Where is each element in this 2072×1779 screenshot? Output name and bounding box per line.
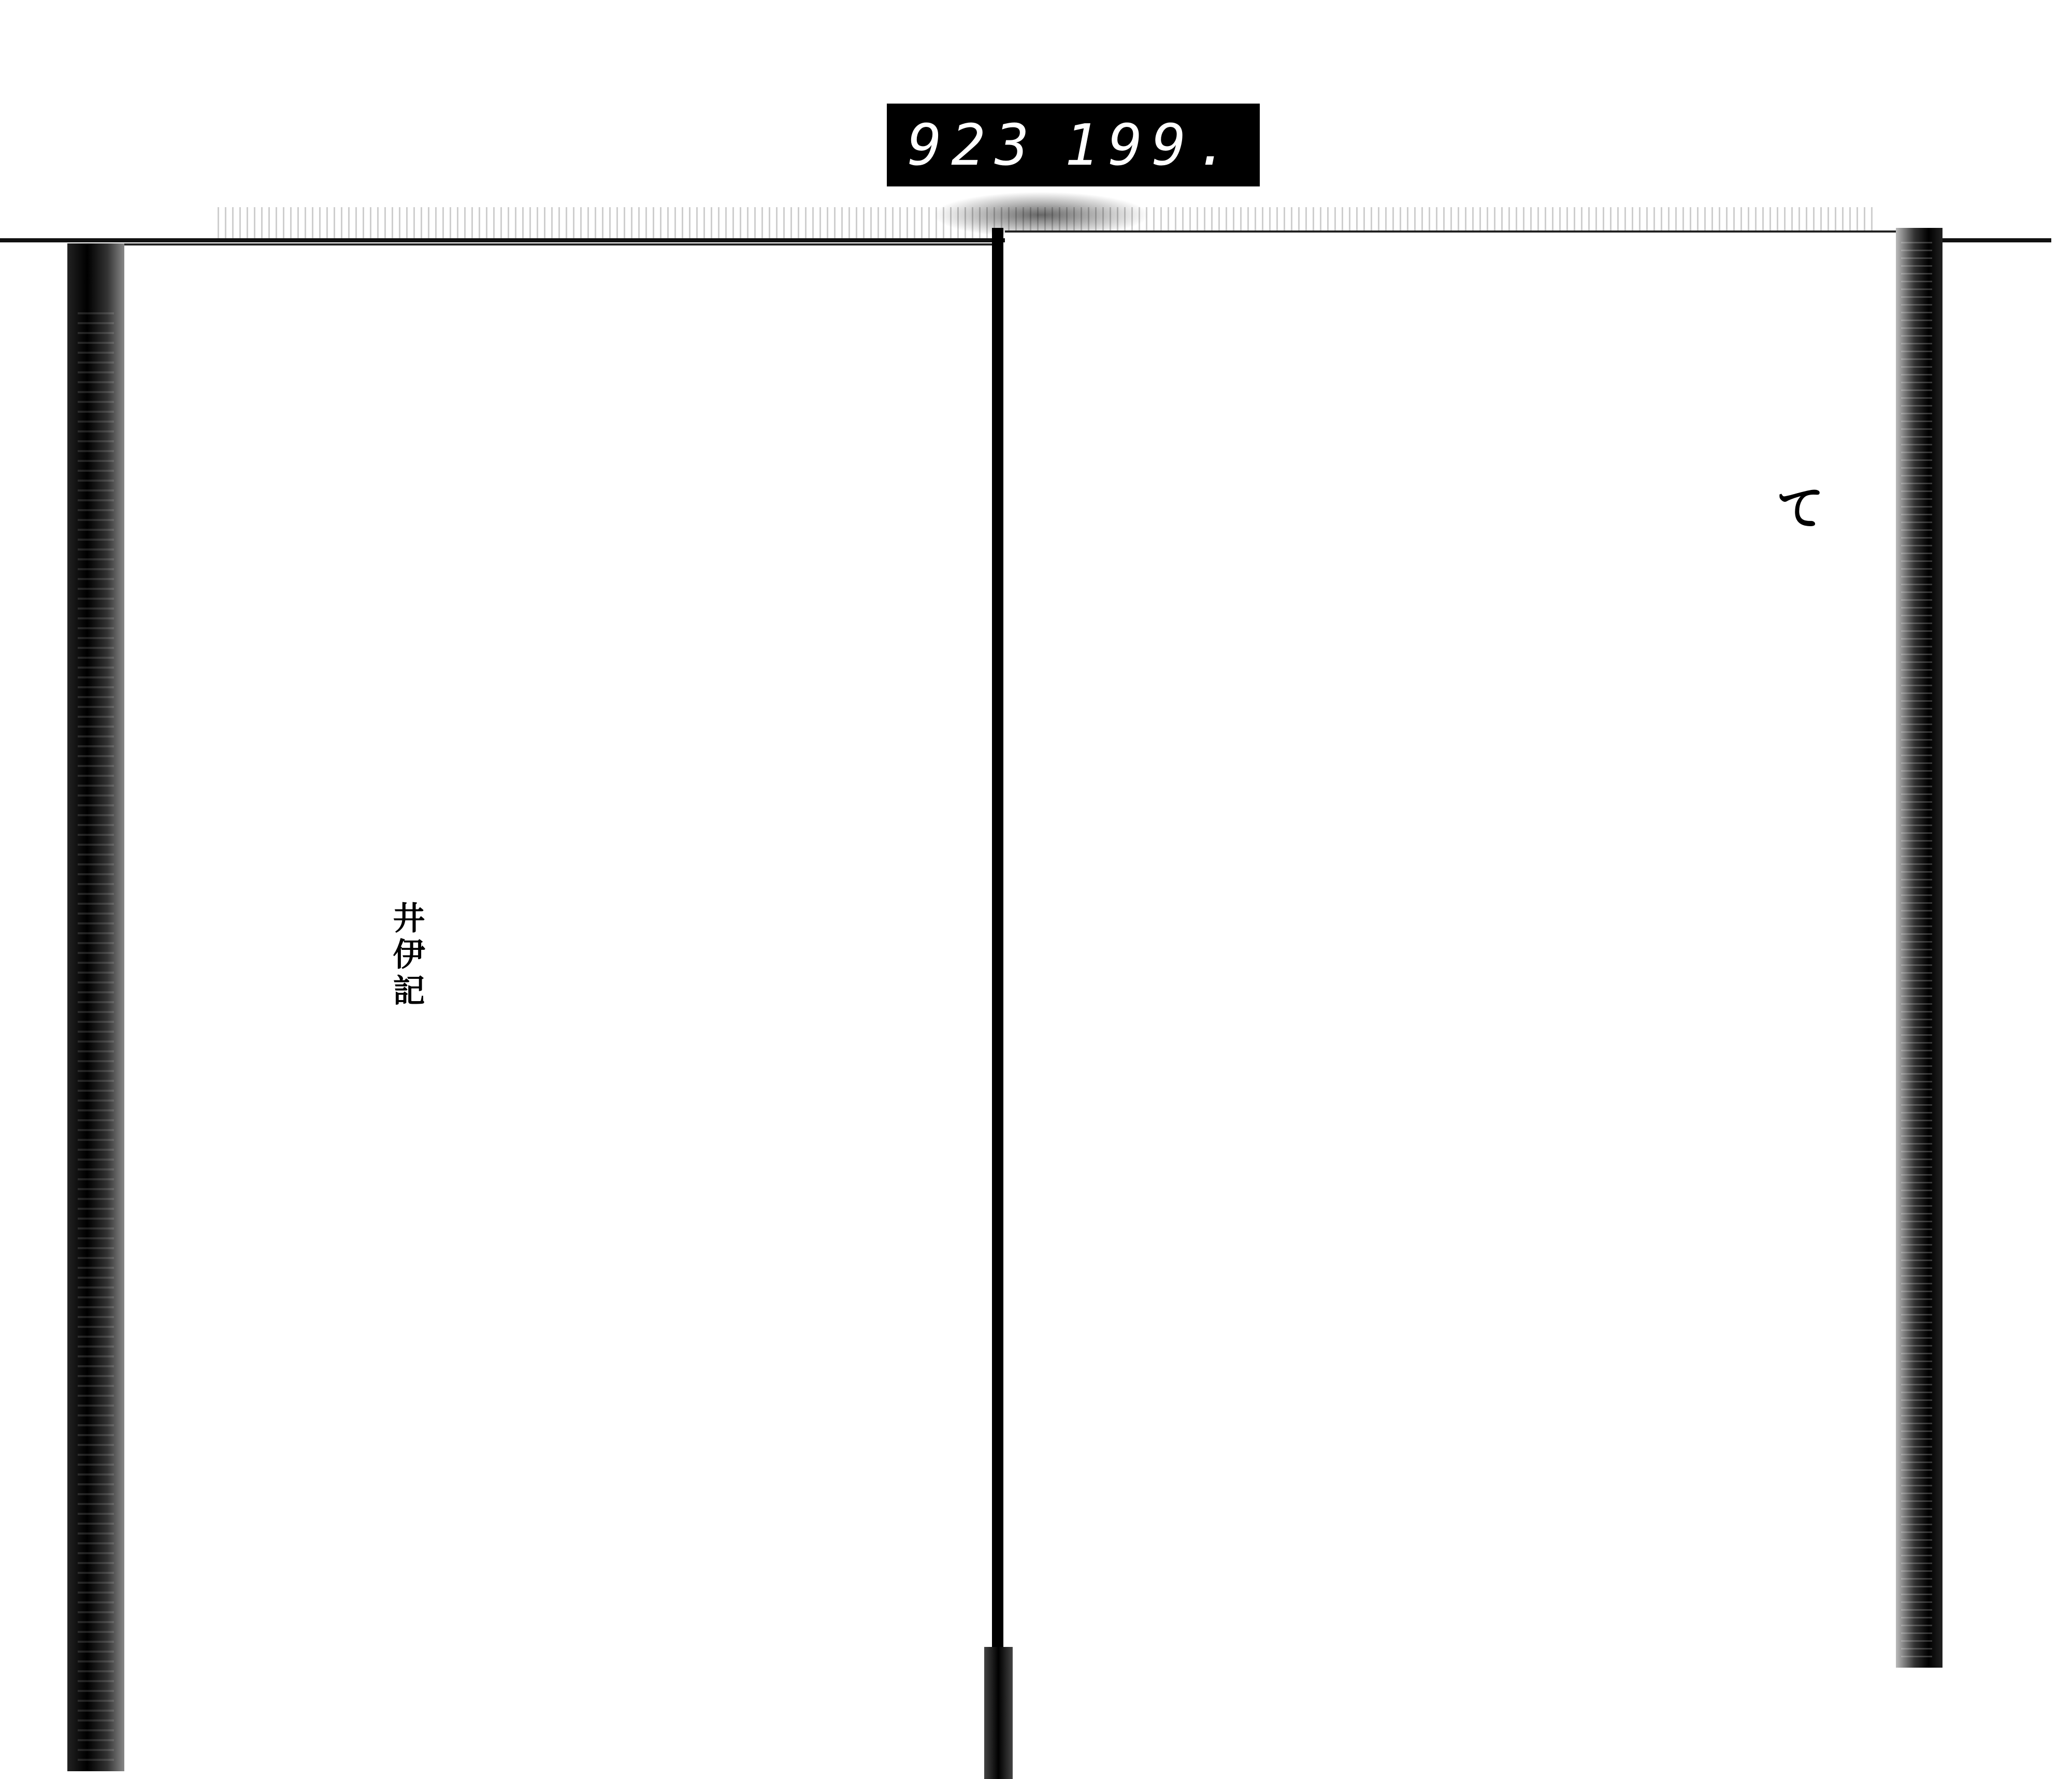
book-gutter-bottom bbox=[984, 1647, 1013, 1779]
reel-number: 923 bbox=[908, 112, 1039, 178]
frame-number-label bbox=[887, 104, 1260, 186]
right-book-edge-texture bbox=[1901, 238, 1932, 1657]
left-book-edge-texture bbox=[78, 311, 114, 1761]
source-note: 井伊記 bbox=[387, 901, 425, 1010]
frame-number: 199. bbox=[1064, 112, 1239, 178]
right-page bbox=[1005, 230, 1896, 1693]
text-column-right-1: て bbox=[1767, 482, 1826, 539]
book-gutter bbox=[992, 228, 1003, 1776]
left-page bbox=[124, 243, 995, 1747]
